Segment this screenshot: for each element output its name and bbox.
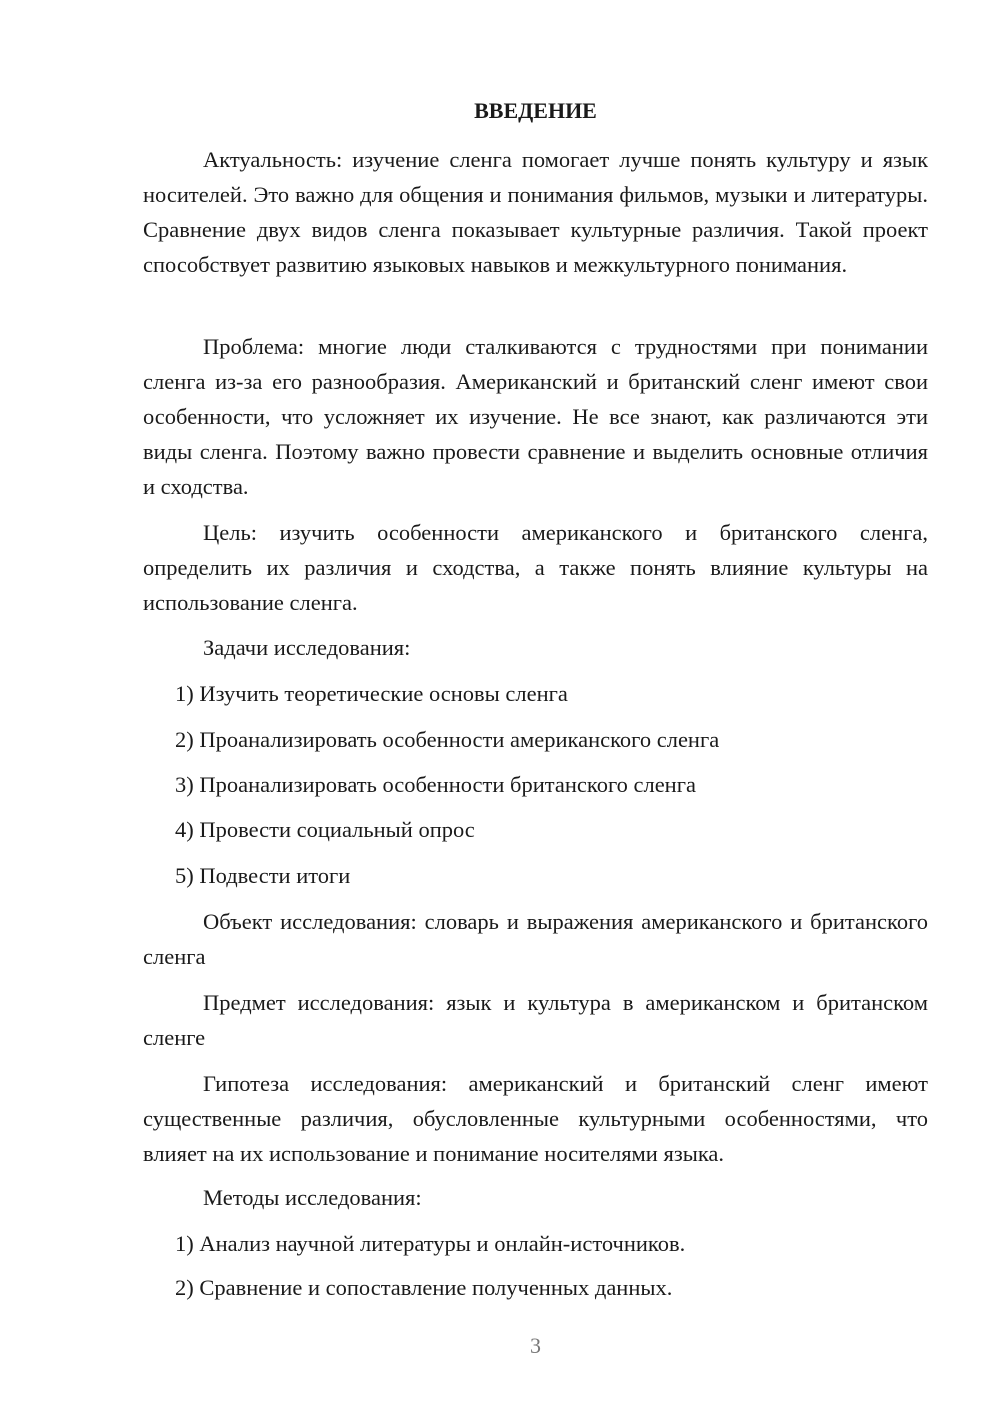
goal-paragraph: Цель: изучить особенности американского и британского сленга, определить их различия и сходства, а также понять влияние культуры на использование сленга. — [143, 520, 928, 615]
object-paragraph: Объект исследования: словарь и выражения американского и британского сленга — [143, 909, 928, 969]
tasks-heading: Задачи исследования: — [203, 635, 411, 660]
methods-heading: Методы исследования: — [203, 1185, 422, 1210]
task-item: 1) Изучить теоретические основы сленга — [175, 681, 568, 706]
page-number: 3 — [530, 1333, 541, 1358]
task-item: 4) Провести социальный опрос — [175, 817, 475, 842]
method-item: 2) Сравнение и сопоставление полученных данных. — [175, 1275, 673, 1300]
subject-paragraph: Предмет исследования: язык и культура в американском и британском сленге — [143, 990, 928, 1050]
hypothesis-paragraph: Гипотеза исследования: американский и британский сленг имеют существенные различия, обусловленные культурными особенностями, что влияет на их использование и понимание носителями языка. — [143, 1071, 928, 1166]
task-item: 5) Подвести итоги — [175, 863, 351, 888]
task-item: 2) Проанализировать особенности американского сленга — [175, 727, 720, 752]
method-item: 1) Анализ научной литературы и онлайн-источников. — [175, 1231, 686, 1256]
problem-paragraph: Проблема: многие люди сталкиваются с трудностями при понимании сленга из-за его разнообразия. Американский и британский сленг имеют свои особенности, что усложняет их изучение. Не все знают, как различаются эти виды сленга. Поэтому важно провести сравнение и выделить основные отличия и сходства. — [143, 334, 928, 499]
task-item: 3) Проанализировать особенности британского сленга — [175, 772, 696, 797]
page-title: ВВЕДЕНИЕ — [474, 98, 597, 123]
relevance-paragraph: Актуальность: изучение сленга помогает лучше понять культуру и язык носителей. Это важно для общения и понимания фильмов, музыки и литературы. Сравнение двух видов сленга показывает культурные различия. Такой проект способствует развитию языковых навыков и межкультурного понимания. — [143, 147, 928, 277]
